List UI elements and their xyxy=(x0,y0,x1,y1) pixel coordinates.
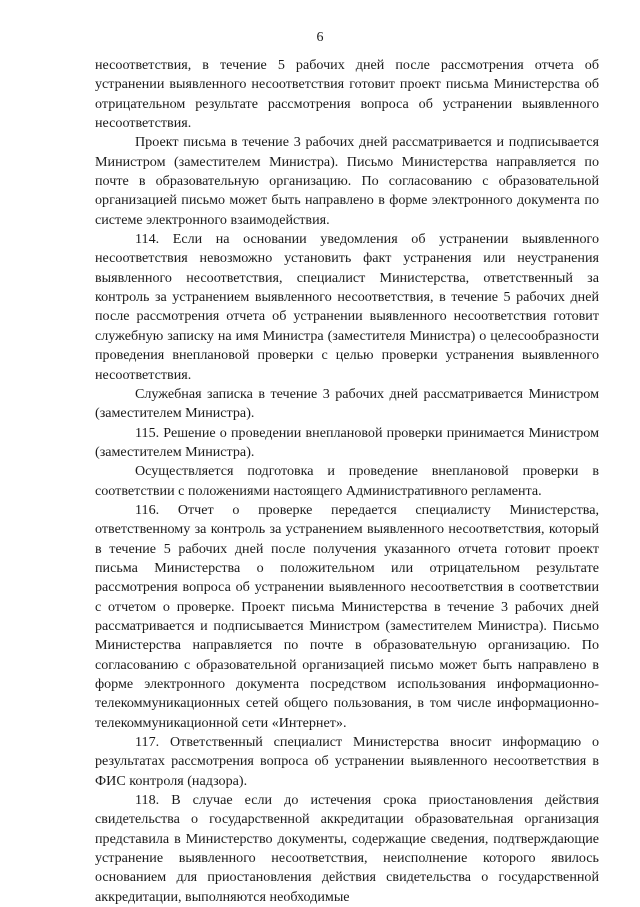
paragraph-draft-letter: Проект письма в течение 3 рабочих дней рассматривается и подписывается Министром (заместителем Министра). Письмо Министерства направляется по почте в образовательную организацию. По согласованию с образовательной организацией письмо может быть направлено в форме электронного документа по системе электронного взаимодействия. xyxy=(95,134,599,228)
paragraph-116: 116. Отчет о проверке передается специалисту Министерства, ответственному за контроль за устранением выявленного несоответствия, который в течение 5 рабочих дней после получения указанного отчета готовит проект письма Министерства о положительном или отрицательном результате рассмотрения вопроса об устранении выявленного несоответствия в соответствии с отчетом о проверке. Проект письма Министерства в течение 3 рабочих дней рассматривается и подписывается Министром (заместителем Министра). Письмо Министерства направляется по почте в образовательную организацию. По согласованию с образовательной организацией письмо может быть направлено в форме электронного документа посредством использования информационно-телекоммуникационных сетей общего пользования, в том числе информационно-телекоммуникационной сети «Интернет». xyxy=(95,501,599,731)
paragraph-117: 117. Ответственный специалист Министерства вносит информацию о результатах рассмотрения вопроса об устранении выявленного несоответствия в ФИС контроля (надзора). xyxy=(95,734,599,789)
paragraph-continuation: несоответствия, в течение 5 рабочих дней после рассмотрения отчета об устранении выявленного несоответствия готовит проект письма Министерства об отрицательном результате рассмотрения вопроса об устранении выявленного несоответствия. xyxy=(95,57,599,132)
paragraph-inspection: Осуществляется подготовка и проведение внеплановой проверки в соответствии с положениями настоящего Административного регламента. xyxy=(95,463,599,499)
paragraph-114: 114. Если на основании уведомления об устранении выявленного несоответствия невозможно установить факт устранения или неустранения выявленного несоответствия, специалист Министерства, ответственный за контроль за устранением выявленного несоответствия, в течение 5 рабочих дней после рассмотрения отчета об устранении выявленного несоответствия готовит служебную записку на имя Министра (заместителя Министра) о целесообразности проведения внеплановой проверки с целью проверки устранения выявленного несоответствия. xyxy=(95,231,599,383)
paragraph-115: 115. Решение о проведении внеплановой проверки принимается Министром (заместителем Министра). xyxy=(95,424,599,460)
paragraph-118: 118. В случае если до истечения срока приостановления действия свидетельства о государственной аккредитации образовательная организация представила в Министерство документы, содержащие сведения, подтверждающие устранение выявленного несоответствия, неисполнение которого явилось основанием для приостановления действия свидетельства о государственной аккредитации, выполняются необходимые xyxy=(95,792,599,905)
page-number: 6 xyxy=(316,30,324,45)
paragraph-memo: Служебная записка в течение 3 рабочих дней рассматривается Министром (заместителем Министра). xyxy=(95,385,599,422)
document-body xyxy=(95,56,599,907)
